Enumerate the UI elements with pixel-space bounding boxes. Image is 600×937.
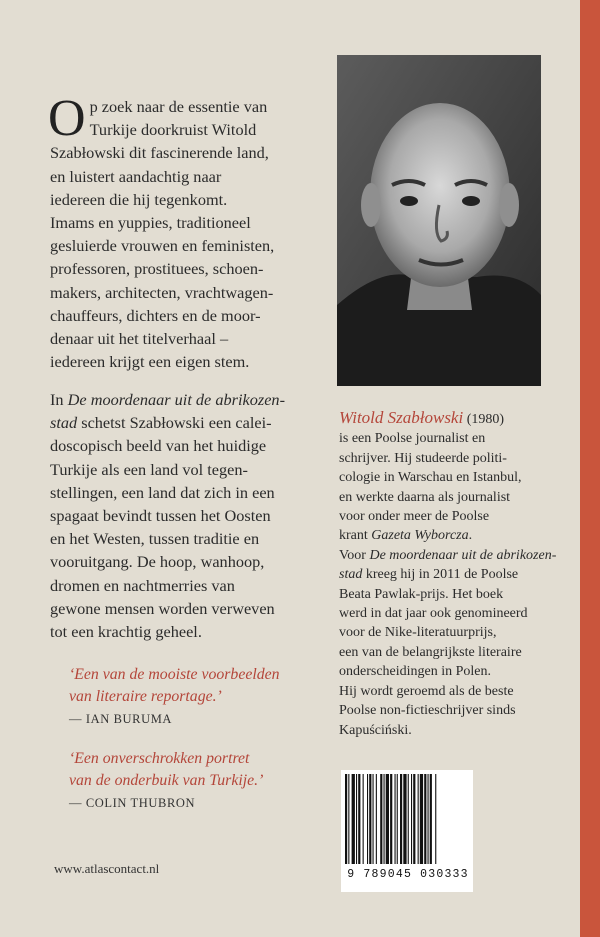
barcode-bar [435,774,436,864]
description-line: vooruitgang. De hoop, wanhoop, [50,552,265,572]
bio-line: werd in dat jaar ook genomineerd [339,606,528,622]
author-bio [339,408,567,740]
barcode-bar [358,774,360,864]
quote-line: ‘Een onverschrokken portret [69,750,250,767]
text-run: krant [339,528,372,544]
text-run: Voor [339,547,370,563]
drop-cap: O [48,90,86,147]
barcode-bar [420,774,423,864]
intro-line: chauffeurs, dichters en de moor- [50,305,261,325]
barcode-bar [390,774,392,864]
barcode-bar [397,774,398,864]
bio-line: en werkte daarna als journalist [339,489,511,505]
newspaper-title: Gazeta Wyborcza [371,528,469,544]
description-line: gewone mensen worden verweven [50,598,275,618]
quote-line: van literaire reportage.’ [69,688,222,705]
bio-line: Poolse non-fictieschrijver sinds [339,703,516,719]
author-photo [337,55,541,386]
barcode-bar [413,774,415,864]
text-run: schetst Szabłowski een calei- [77,413,272,433]
barcode-bar [400,774,402,864]
barcode-bar [403,774,406,864]
intro-line: denaar uit het titelverhaal – [50,329,229,349]
bio-line [339,408,567,429]
intro-line: professoren, prostituees, schoen- [50,259,264,279]
bio-line: onderscheidingen in Polen. [339,664,492,680]
barcode-bar [411,774,412,864]
quote-line: ‘Een van de mooiste voorbeelden [69,666,280,683]
barcode-bar [348,774,349,864]
book-title: De moordenaar uit de abrikozen- [67,390,285,409]
description-line [50,388,320,411]
barcode-bar [369,774,371,864]
book-title: stad [50,413,78,433]
intro-line: makers, architecten, vrachtwagen- [50,282,274,302]
barcode-bar [376,774,377,864]
description-line: doscopisch beeld van het huidige [50,436,267,456]
author-year: (1980) [463,412,505,427]
barcode-bar [356,774,357,864]
bio-line: is een Poolse journalist en [339,431,486,447]
barcode-bar [345,774,347,864]
barcode-bar [384,774,385,864]
author-portrait-image [337,55,541,386]
barcode-bar [424,774,426,864]
barcode-bar [352,774,355,864]
review-quote [69,748,329,792]
bio-line [339,546,567,565]
barcode-bar [430,774,432,864]
bio-line: Beata Pawlak-prijs. Het boek [339,586,504,602]
text-run: kreeg hij in 2011 de Poolse [362,567,519,583]
barcode-bar [395,774,396,864]
intro-line: en luistert aandachtig naar [50,166,222,186]
bio-line: cologie in Warschau en Istanbul, [339,470,522,486]
author-name: Witold Szabłowski [339,408,464,427]
description-line: stellingen, een land dat zich in een [50,482,275,502]
text-run: . [468,528,473,544]
intro-line: Szabłowski dit fascinerende land, [50,143,269,163]
book-title: De moordenaar uit de abrikozen- [369,547,557,563]
book-spine-edge [580,0,600,937]
description-line: Turkije als een land vol tegen- [50,459,248,479]
quote-line: van de onderbuik van Turkije.’ [69,772,264,789]
description-line: tot een krachtig geheel. [50,622,202,642]
review-quote [69,664,329,708]
barcode-bar [386,774,389,864]
barcode-bar [418,774,419,864]
bio-line [339,565,567,584]
barcode-bar [380,774,382,864]
bio-line [339,526,567,545]
isbn-number: 9 789045 030333 [347,868,469,881]
barcode-bar [373,774,374,864]
barcode-bar [363,774,364,864]
description-line: dromen en nachtmerries van [50,575,235,595]
barcode-bar [408,774,409,864]
intro-line: Turkije doorkruist Witold [89,120,257,140]
intro-line: iedereen krijgt een eigen stem. [50,352,250,372]
intro-paragraph [48,90,320,373]
bio-line: voor onder meer de Poolse [339,509,490,525]
intro-line: p zoek naar de essentie van [89,97,268,116]
text-run: In [50,390,68,409]
description-line [50,411,320,434]
quote-attribution: — COLIN THUBRON [69,796,196,810]
barcode-bar [428,774,429,864]
publisher-website[interactable]: www.atlascontact.nl [54,861,160,876]
bio-line: schrijver. Hij studeerde politi- [339,450,507,466]
intro-line: Imams en yuppies, traditioneel [50,213,251,233]
book-title: stad [339,567,363,583]
description-line: spagaat bevindt tussen het Oosten [50,506,271,526]
bio-line: voor de Nike-literatuurprijs, [339,625,497,641]
quote-attribution: — IAN BURUMA [69,712,173,726]
barcode-bar [367,774,368,864]
bio-line: een van de belangrijkste literaire [339,644,522,660]
intro-line: gesluierde vrouwen en feministen, [50,236,275,256]
description-paragraph [50,388,320,643]
bio-line: Hij wordt geroemd als de beste [339,683,514,699]
intro-line: iedereen die hij tegenkomt. [50,189,228,209]
description-line: en het Westen, tussen traditie en [50,529,260,549]
bio-line: Kapuściński. [339,722,412,738]
